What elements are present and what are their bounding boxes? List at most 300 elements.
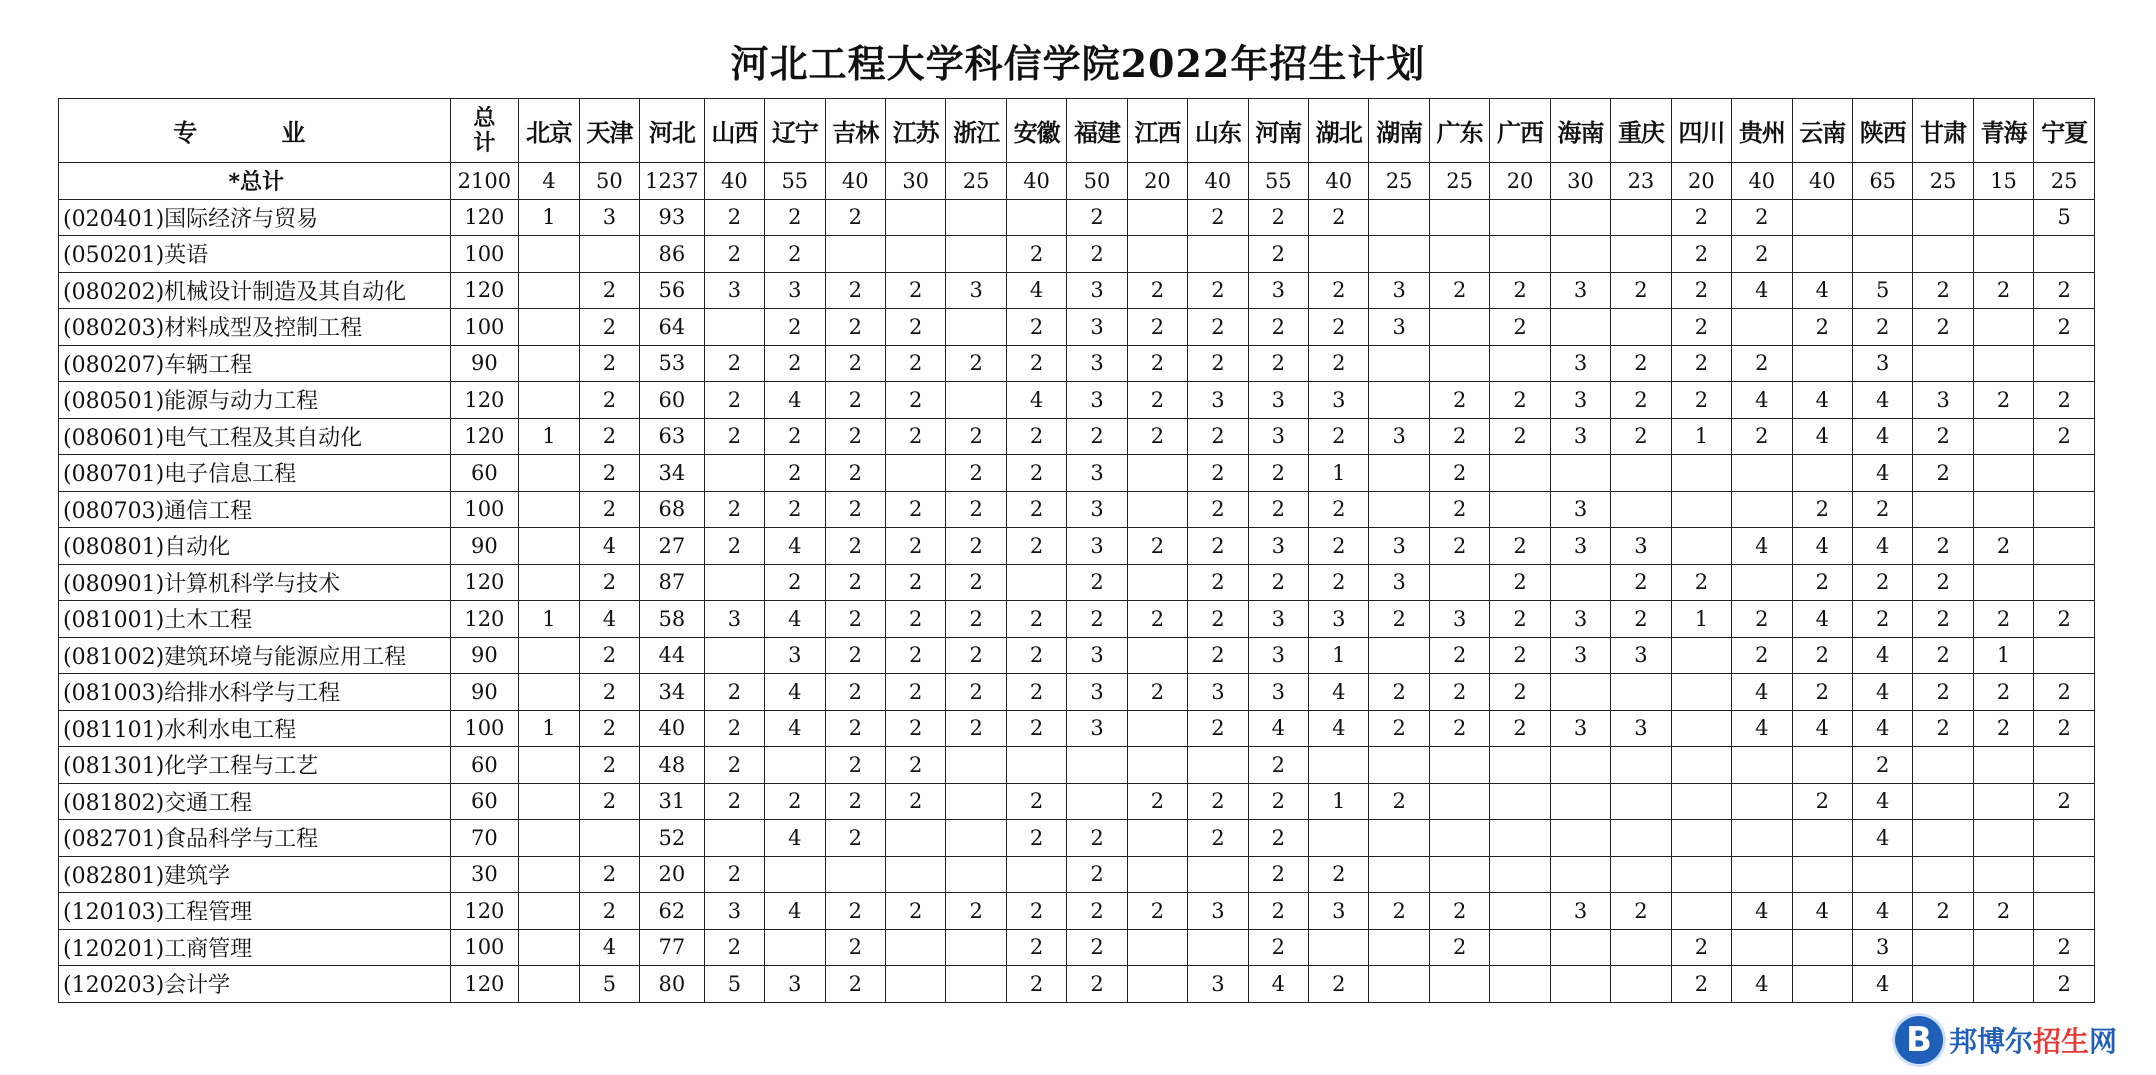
province-quota: 2 bbox=[1369, 893, 1429, 930]
province-quota: 3 bbox=[1067, 491, 1127, 528]
province-quota: 2 bbox=[1006, 236, 1066, 273]
table-header-row bbox=[59, 99, 2095, 163]
province-quota: 80 bbox=[640, 966, 705, 1003]
province-quota: 2 bbox=[1006, 418, 1066, 455]
header-province: 青海 bbox=[1973, 99, 2033, 163]
province-quota bbox=[519, 929, 579, 966]
province-quota bbox=[1913, 747, 1973, 784]
province-quota: 2 bbox=[1248, 455, 1308, 492]
province-quota: 2 bbox=[1732, 199, 1792, 236]
province-quota bbox=[1973, 199, 2033, 236]
major-name: (120203)会计学 bbox=[59, 966, 451, 1003]
table-row bbox=[59, 966, 2095, 1003]
province-quota: 3 bbox=[1067, 272, 1127, 309]
table-row bbox=[59, 929, 2095, 966]
province-quota: 60 bbox=[640, 382, 705, 419]
province-quota: 40 bbox=[1792, 163, 1852, 200]
province-quota bbox=[2034, 528, 2095, 565]
province-quota: 2 bbox=[1913, 637, 1973, 674]
province-quota: 2 bbox=[825, 601, 885, 638]
province-quota bbox=[1732, 455, 1792, 492]
province-quota bbox=[1792, 966, 1852, 1003]
province-quota bbox=[1671, 674, 1731, 711]
province-quota: 3 bbox=[1550, 418, 1610, 455]
province-quota: 20 bbox=[640, 856, 705, 893]
province-quota bbox=[1188, 747, 1248, 784]
province-quota: 3 bbox=[704, 601, 764, 638]
province-quota: 77 bbox=[640, 929, 705, 966]
province-quota: 2 bbox=[1732, 345, 1792, 382]
province-quota: 15 bbox=[1973, 163, 2033, 200]
province-quota: 3 bbox=[1550, 710, 1610, 747]
province-quota: 3 bbox=[1248, 637, 1308, 674]
table-row bbox=[59, 382, 2095, 419]
province-quota: 2 bbox=[765, 199, 825, 236]
province-quota: 2 bbox=[1127, 893, 1187, 930]
province-quota: 3 bbox=[1611, 710, 1671, 747]
province-quota: 4 bbox=[1792, 382, 1852, 419]
province-quota: 3 bbox=[1550, 491, 1610, 528]
province-quota: 2 bbox=[1188, 309, 1248, 346]
province-quota: 4 bbox=[1732, 528, 1792, 565]
province-quota: 2 bbox=[704, 345, 764, 382]
header-province: 广西 bbox=[1490, 99, 1550, 163]
province-quota: 2 bbox=[1732, 236, 1792, 273]
province-quota: 5 bbox=[1852, 272, 1912, 309]
province-quota: 2 bbox=[1973, 893, 2033, 930]
province-quota: 2 bbox=[946, 601, 1006, 638]
province-quota: 2 bbox=[704, 382, 764, 419]
province-quota: 2 bbox=[1006, 929, 1066, 966]
province-quota bbox=[1369, 455, 1429, 492]
province-quota: 4 bbox=[1852, 893, 1912, 930]
province-quota: 48 bbox=[640, 747, 705, 784]
province-quota: 2 bbox=[1067, 199, 1127, 236]
province-quota: 4 bbox=[1792, 710, 1852, 747]
header-province: 辽宁 bbox=[765, 99, 825, 163]
table-row bbox=[59, 528, 2095, 565]
province-quota: 2 bbox=[1490, 674, 1550, 711]
province-quota: 1 bbox=[519, 199, 579, 236]
province-quota bbox=[1611, 747, 1671, 784]
province-quota bbox=[885, 455, 945, 492]
major-name: (081802)交通工程 bbox=[59, 783, 451, 820]
province-quota: 2 bbox=[1006, 637, 1066, 674]
province-quota bbox=[1913, 856, 1973, 893]
province-quota bbox=[946, 382, 1006, 419]
province-quota: 2 bbox=[1369, 601, 1429, 638]
province-quota: 3 bbox=[1067, 637, 1127, 674]
province-quota bbox=[1127, 637, 1187, 674]
province-quota: 20 bbox=[1490, 163, 1550, 200]
province-quota: 2 bbox=[1611, 382, 1671, 419]
province-quota: 2 bbox=[1067, 601, 1127, 638]
province-quota bbox=[1671, 710, 1731, 747]
province-quota: 2 bbox=[2034, 601, 2095, 638]
table-row bbox=[59, 637, 2095, 674]
province-quota bbox=[946, 309, 1006, 346]
province-quota bbox=[1188, 236, 1248, 273]
province-quota: 3 bbox=[1309, 893, 1369, 930]
province-quota bbox=[1006, 564, 1066, 601]
table-row bbox=[59, 893, 2095, 930]
header-province: 四川 bbox=[1671, 99, 1731, 163]
table-row bbox=[59, 491, 2095, 528]
major-total: 120 bbox=[450, 564, 519, 601]
province-quota: 2 bbox=[825, 382, 885, 419]
province-quota: 87 bbox=[640, 564, 705, 601]
province-quota: 40 bbox=[640, 710, 705, 747]
province-quota bbox=[579, 236, 639, 273]
major-total: 120 bbox=[450, 199, 519, 236]
province-quota: 53 bbox=[640, 345, 705, 382]
province-quota: 2 bbox=[946, 674, 1006, 711]
province-quota: 2 bbox=[1006, 309, 1066, 346]
header-province: 贵州 bbox=[1732, 99, 1792, 163]
province-quota: 4 bbox=[1852, 710, 1912, 747]
province-quota bbox=[1973, 783, 2033, 820]
province-quota: 2 bbox=[704, 783, 764, 820]
province-quota: 3 bbox=[1913, 382, 1973, 419]
province-quota bbox=[2034, 345, 2095, 382]
province-quota bbox=[885, 856, 945, 893]
province-quota: 40 bbox=[704, 163, 764, 200]
province-quota bbox=[1611, 674, 1671, 711]
province-quota bbox=[1671, 893, 1731, 930]
province-quota bbox=[1732, 491, 1792, 528]
province-quota: 2 bbox=[1309, 199, 1369, 236]
province-quota: 2 bbox=[825, 345, 885, 382]
province-quota: 2 bbox=[1309, 528, 1369, 565]
province-quota: 3 bbox=[1369, 564, 1429, 601]
province-quota: 2 bbox=[885, 418, 945, 455]
province-quota: 2 bbox=[1248, 309, 1308, 346]
province-quota bbox=[1188, 856, 1248, 893]
province-quota bbox=[1671, 820, 1731, 857]
province-quota: 4 bbox=[1732, 674, 1792, 711]
province-quota bbox=[519, 637, 579, 674]
province-quota: 3 bbox=[1550, 345, 1610, 382]
major-name: (080203)材料成型及控制工程 bbox=[59, 309, 451, 346]
province-quota: 2 bbox=[1127, 674, 1187, 711]
province-quota: 55 bbox=[765, 163, 825, 200]
province-quota: 40 bbox=[1006, 163, 1066, 200]
province-quota: 2 bbox=[765, 309, 825, 346]
major-name: *总计 bbox=[59, 163, 451, 200]
province-quota: 2 bbox=[1429, 929, 1489, 966]
province-quota: 2 bbox=[885, 272, 945, 309]
province-quota: 2 bbox=[885, 893, 945, 930]
province-quota bbox=[2034, 856, 2095, 893]
province-quota bbox=[519, 674, 579, 711]
major-name: (120103)工程管理 bbox=[59, 893, 451, 930]
province-quota bbox=[885, 199, 945, 236]
province-quota: 2 bbox=[1248, 893, 1308, 930]
province-quota bbox=[1852, 199, 1912, 236]
major-total: 90 bbox=[450, 674, 519, 711]
province-quota: 50 bbox=[1067, 163, 1127, 200]
province-quota: 2 bbox=[825, 564, 885, 601]
header-total bbox=[450, 99, 519, 163]
province-quota bbox=[1732, 564, 1792, 601]
province-quota: 2 bbox=[1973, 674, 2033, 711]
province-quota: 2 bbox=[1309, 309, 1369, 346]
province-quota bbox=[1188, 929, 1248, 966]
province-quota bbox=[1732, 820, 1792, 857]
province-quota: 2 bbox=[1188, 601, 1248, 638]
province-quota bbox=[1490, 820, 1550, 857]
province-quota: 86 bbox=[640, 236, 705, 273]
province-quota: 2 bbox=[765, 491, 825, 528]
province-quota: 3 bbox=[1067, 382, 1127, 419]
province-quota: 1237 bbox=[640, 163, 705, 200]
province-quota: 2 bbox=[825, 637, 885, 674]
province-quota bbox=[1913, 966, 1973, 1003]
province-quota bbox=[1127, 929, 1187, 966]
province-quota bbox=[1973, 418, 2033, 455]
province-quota: 4 bbox=[579, 528, 639, 565]
province-quota: 40 bbox=[1309, 163, 1369, 200]
province-quota bbox=[1127, 236, 1187, 273]
province-quota: 2 bbox=[704, 710, 764, 747]
province-quota: 2 bbox=[825, 491, 885, 528]
province-quota: 2 bbox=[1792, 637, 1852, 674]
major-name: (120201)工商管理 bbox=[59, 929, 451, 966]
province-quota: 4 bbox=[1852, 455, 1912, 492]
province-quota bbox=[1490, 747, 1550, 784]
province-quota: 2 bbox=[1067, 418, 1127, 455]
province-quota bbox=[1973, 455, 2033, 492]
province-quota bbox=[1792, 345, 1852, 382]
province-quota bbox=[2034, 747, 2095, 784]
province-quota bbox=[1550, 966, 1610, 1003]
table-row bbox=[59, 418, 2095, 455]
province-quota: 2 bbox=[1006, 345, 1066, 382]
province-quota bbox=[1913, 929, 1973, 966]
province-quota: 2 bbox=[1429, 382, 1489, 419]
province-quota: 2 bbox=[1429, 491, 1489, 528]
province-quota bbox=[1490, 929, 1550, 966]
province-quota: 1 bbox=[1671, 601, 1731, 638]
watermark-text-accent: 招生 bbox=[2033, 1025, 2090, 1058]
province-quota bbox=[1429, 783, 1489, 820]
province-quota bbox=[519, 272, 579, 309]
province-quota bbox=[1490, 236, 1550, 273]
province-quota: 2 bbox=[885, 564, 945, 601]
province-quota bbox=[1611, 783, 1671, 820]
province-quota: 3 bbox=[1852, 929, 1912, 966]
major-name: (081001)土木工程 bbox=[59, 601, 451, 638]
province-quota bbox=[519, 491, 579, 528]
province-quota bbox=[1611, 455, 1671, 492]
province-quota: 2 bbox=[765, 236, 825, 273]
province-quota: 4 bbox=[1792, 528, 1852, 565]
province-quota: 2 bbox=[885, 345, 945, 382]
province-quota bbox=[1006, 856, 1066, 893]
province-quota bbox=[2034, 455, 2095, 492]
province-quota bbox=[1550, 236, 1610, 273]
province-quota: 3 bbox=[1067, 345, 1127, 382]
province-quota: 2 bbox=[885, 710, 945, 747]
province-quota bbox=[1611, 929, 1671, 966]
province-quota bbox=[1369, 199, 1429, 236]
province-quota bbox=[579, 820, 639, 857]
province-quota bbox=[1671, 783, 1731, 820]
province-quota: 2 bbox=[825, 272, 885, 309]
province-quota: 40 bbox=[1188, 163, 1248, 200]
province-quota: 2 bbox=[1006, 820, 1066, 857]
province-quota bbox=[946, 820, 1006, 857]
major-total: 70 bbox=[450, 820, 519, 857]
province-quota: 2 bbox=[1913, 272, 1973, 309]
province-quota bbox=[885, 820, 945, 857]
province-quota: 2 bbox=[1671, 929, 1731, 966]
province-quota bbox=[1671, 491, 1731, 528]
province-quota bbox=[1429, 966, 1489, 1003]
province-quota: 2 bbox=[1973, 382, 2033, 419]
table-row bbox=[59, 674, 2095, 711]
header-province: 江苏 bbox=[885, 99, 945, 163]
province-quota: 25 bbox=[2034, 163, 2095, 200]
province-quota: 2 bbox=[1127, 528, 1187, 565]
province-quota: 2 bbox=[885, 528, 945, 565]
province-quota: 2 bbox=[1248, 199, 1308, 236]
province-quota bbox=[946, 747, 1006, 784]
province-quota: 2 bbox=[1913, 710, 1973, 747]
province-quota: 3 bbox=[1369, 528, 1429, 565]
province-quota: 2 bbox=[1188, 820, 1248, 857]
major-total: 120 bbox=[450, 966, 519, 1003]
province-quota: 2 bbox=[1309, 491, 1369, 528]
province-quota: 2 bbox=[1188, 637, 1248, 674]
province-quota: 2 bbox=[1671, 966, 1731, 1003]
province-quota: 3 bbox=[579, 199, 639, 236]
province-quota: 2 bbox=[1006, 491, 1066, 528]
province-quota bbox=[1127, 491, 1187, 528]
province-quota: 2 bbox=[1127, 309, 1187, 346]
province-quota bbox=[1127, 564, 1187, 601]
header-province: 海南 bbox=[1550, 99, 1610, 163]
province-quota: 2 bbox=[885, 747, 945, 784]
province-quota: 4 bbox=[579, 601, 639, 638]
province-quota bbox=[1006, 747, 1066, 784]
province-quota bbox=[704, 637, 764, 674]
province-quota: 2 bbox=[579, 637, 639, 674]
province-quota: 2 bbox=[1067, 893, 1127, 930]
table-row bbox=[59, 345, 2095, 382]
province-quota: 2 bbox=[2034, 674, 2095, 711]
province-quota: 2 bbox=[1188, 710, 1248, 747]
province-quota: 2 bbox=[579, 747, 639, 784]
province-quota: 3 bbox=[1248, 601, 1308, 638]
province-quota: 2 bbox=[946, 564, 1006, 601]
province-quota: 2 bbox=[825, 710, 885, 747]
province-quota: 20 bbox=[1671, 163, 1731, 200]
province-quota: 2 bbox=[1671, 309, 1731, 346]
province-quota: 4 bbox=[1852, 820, 1912, 857]
province-quota bbox=[1611, 199, 1671, 236]
province-quota: 2 bbox=[1671, 382, 1731, 419]
province-quota bbox=[1611, 966, 1671, 1003]
province-quota bbox=[1429, 564, 1489, 601]
province-quota: 2 bbox=[2034, 929, 2095, 966]
province-quota bbox=[1973, 564, 2033, 601]
province-quota bbox=[825, 856, 885, 893]
province-quota bbox=[1973, 929, 2033, 966]
province-quota bbox=[1309, 820, 1369, 857]
province-quota: 3 bbox=[1550, 528, 1610, 565]
province-quota: 2 bbox=[1792, 564, 1852, 601]
province-quota bbox=[765, 747, 825, 784]
page-title: 河北工程大学科信学院2022年招生计划 bbox=[730, 41, 1426, 86]
province-quota bbox=[885, 929, 945, 966]
province-quota bbox=[519, 820, 579, 857]
province-quota: 4 bbox=[1852, 674, 1912, 711]
province-quota: 2 bbox=[1127, 382, 1187, 419]
province-quota: 2 bbox=[579, 345, 639, 382]
major-total: 100 bbox=[450, 491, 519, 528]
province-quota: 3 bbox=[1429, 601, 1489, 638]
province-quota bbox=[519, 966, 579, 1003]
province-quota: 4 bbox=[1792, 601, 1852, 638]
province-quota: 2 bbox=[946, 491, 1006, 528]
major-total: 120 bbox=[450, 382, 519, 419]
table-row bbox=[59, 856, 2095, 893]
province-quota: 2 bbox=[765, 783, 825, 820]
province-quota: 2 bbox=[2034, 783, 2095, 820]
province-quota: 2 bbox=[1611, 893, 1671, 930]
province-quota bbox=[1550, 929, 1610, 966]
major-total: 100 bbox=[450, 309, 519, 346]
province-quota: 2 bbox=[2034, 418, 2095, 455]
province-quota: 3 bbox=[1248, 272, 1308, 309]
province-quota: 2 bbox=[1248, 564, 1308, 601]
province-quota: 3 bbox=[1248, 674, 1308, 711]
province-quota: 34 bbox=[640, 674, 705, 711]
province-quota: 3 bbox=[1067, 710, 1127, 747]
major-total: 90 bbox=[450, 345, 519, 382]
header-province: 吉林 bbox=[825, 99, 885, 163]
major-total: 100 bbox=[450, 710, 519, 747]
province-quota: 3 bbox=[1550, 382, 1610, 419]
province-quota: 4 bbox=[1792, 272, 1852, 309]
province-quota bbox=[1490, 199, 1550, 236]
province-quota: 2 bbox=[1248, 783, 1308, 820]
province-quota: 2 bbox=[1429, 710, 1489, 747]
province-quota: 2 bbox=[704, 747, 764, 784]
header-province: 北京 bbox=[519, 99, 579, 163]
province-quota: 2 bbox=[579, 710, 639, 747]
province-quota: 2 bbox=[1852, 601, 1912, 638]
province-quota: 4 bbox=[765, 601, 825, 638]
province-quota: 5 bbox=[579, 966, 639, 1003]
province-quota: 2 bbox=[1671, 272, 1731, 309]
province-quota: 30 bbox=[1550, 163, 1610, 200]
province-quota: 2 bbox=[1852, 309, 1912, 346]
province-quota bbox=[1913, 783, 1973, 820]
province-quota: 2 bbox=[2034, 382, 2095, 419]
table-row bbox=[59, 455, 2095, 492]
province-quota: 4 bbox=[765, 382, 825, 419]
province-quota: 2 bbox=[2034, 309, 2095, 346]
province-quota: 1 bbox=[519, 601, 579, 638]
province-quota: 2 bbox=[1913, 309, 1973, 346]
province-quota: 2 bbox=[1188, 528, 1248, 565]
province-quota bbox=[519, 528, 579, 565]
province-quota: 4 bbox=[1309, 710, 1369, 747]
province-quota: 4 bbox=[765, 528, 825, 565]
province-quota: 2 bbox=[885, 637, 945, 674]
